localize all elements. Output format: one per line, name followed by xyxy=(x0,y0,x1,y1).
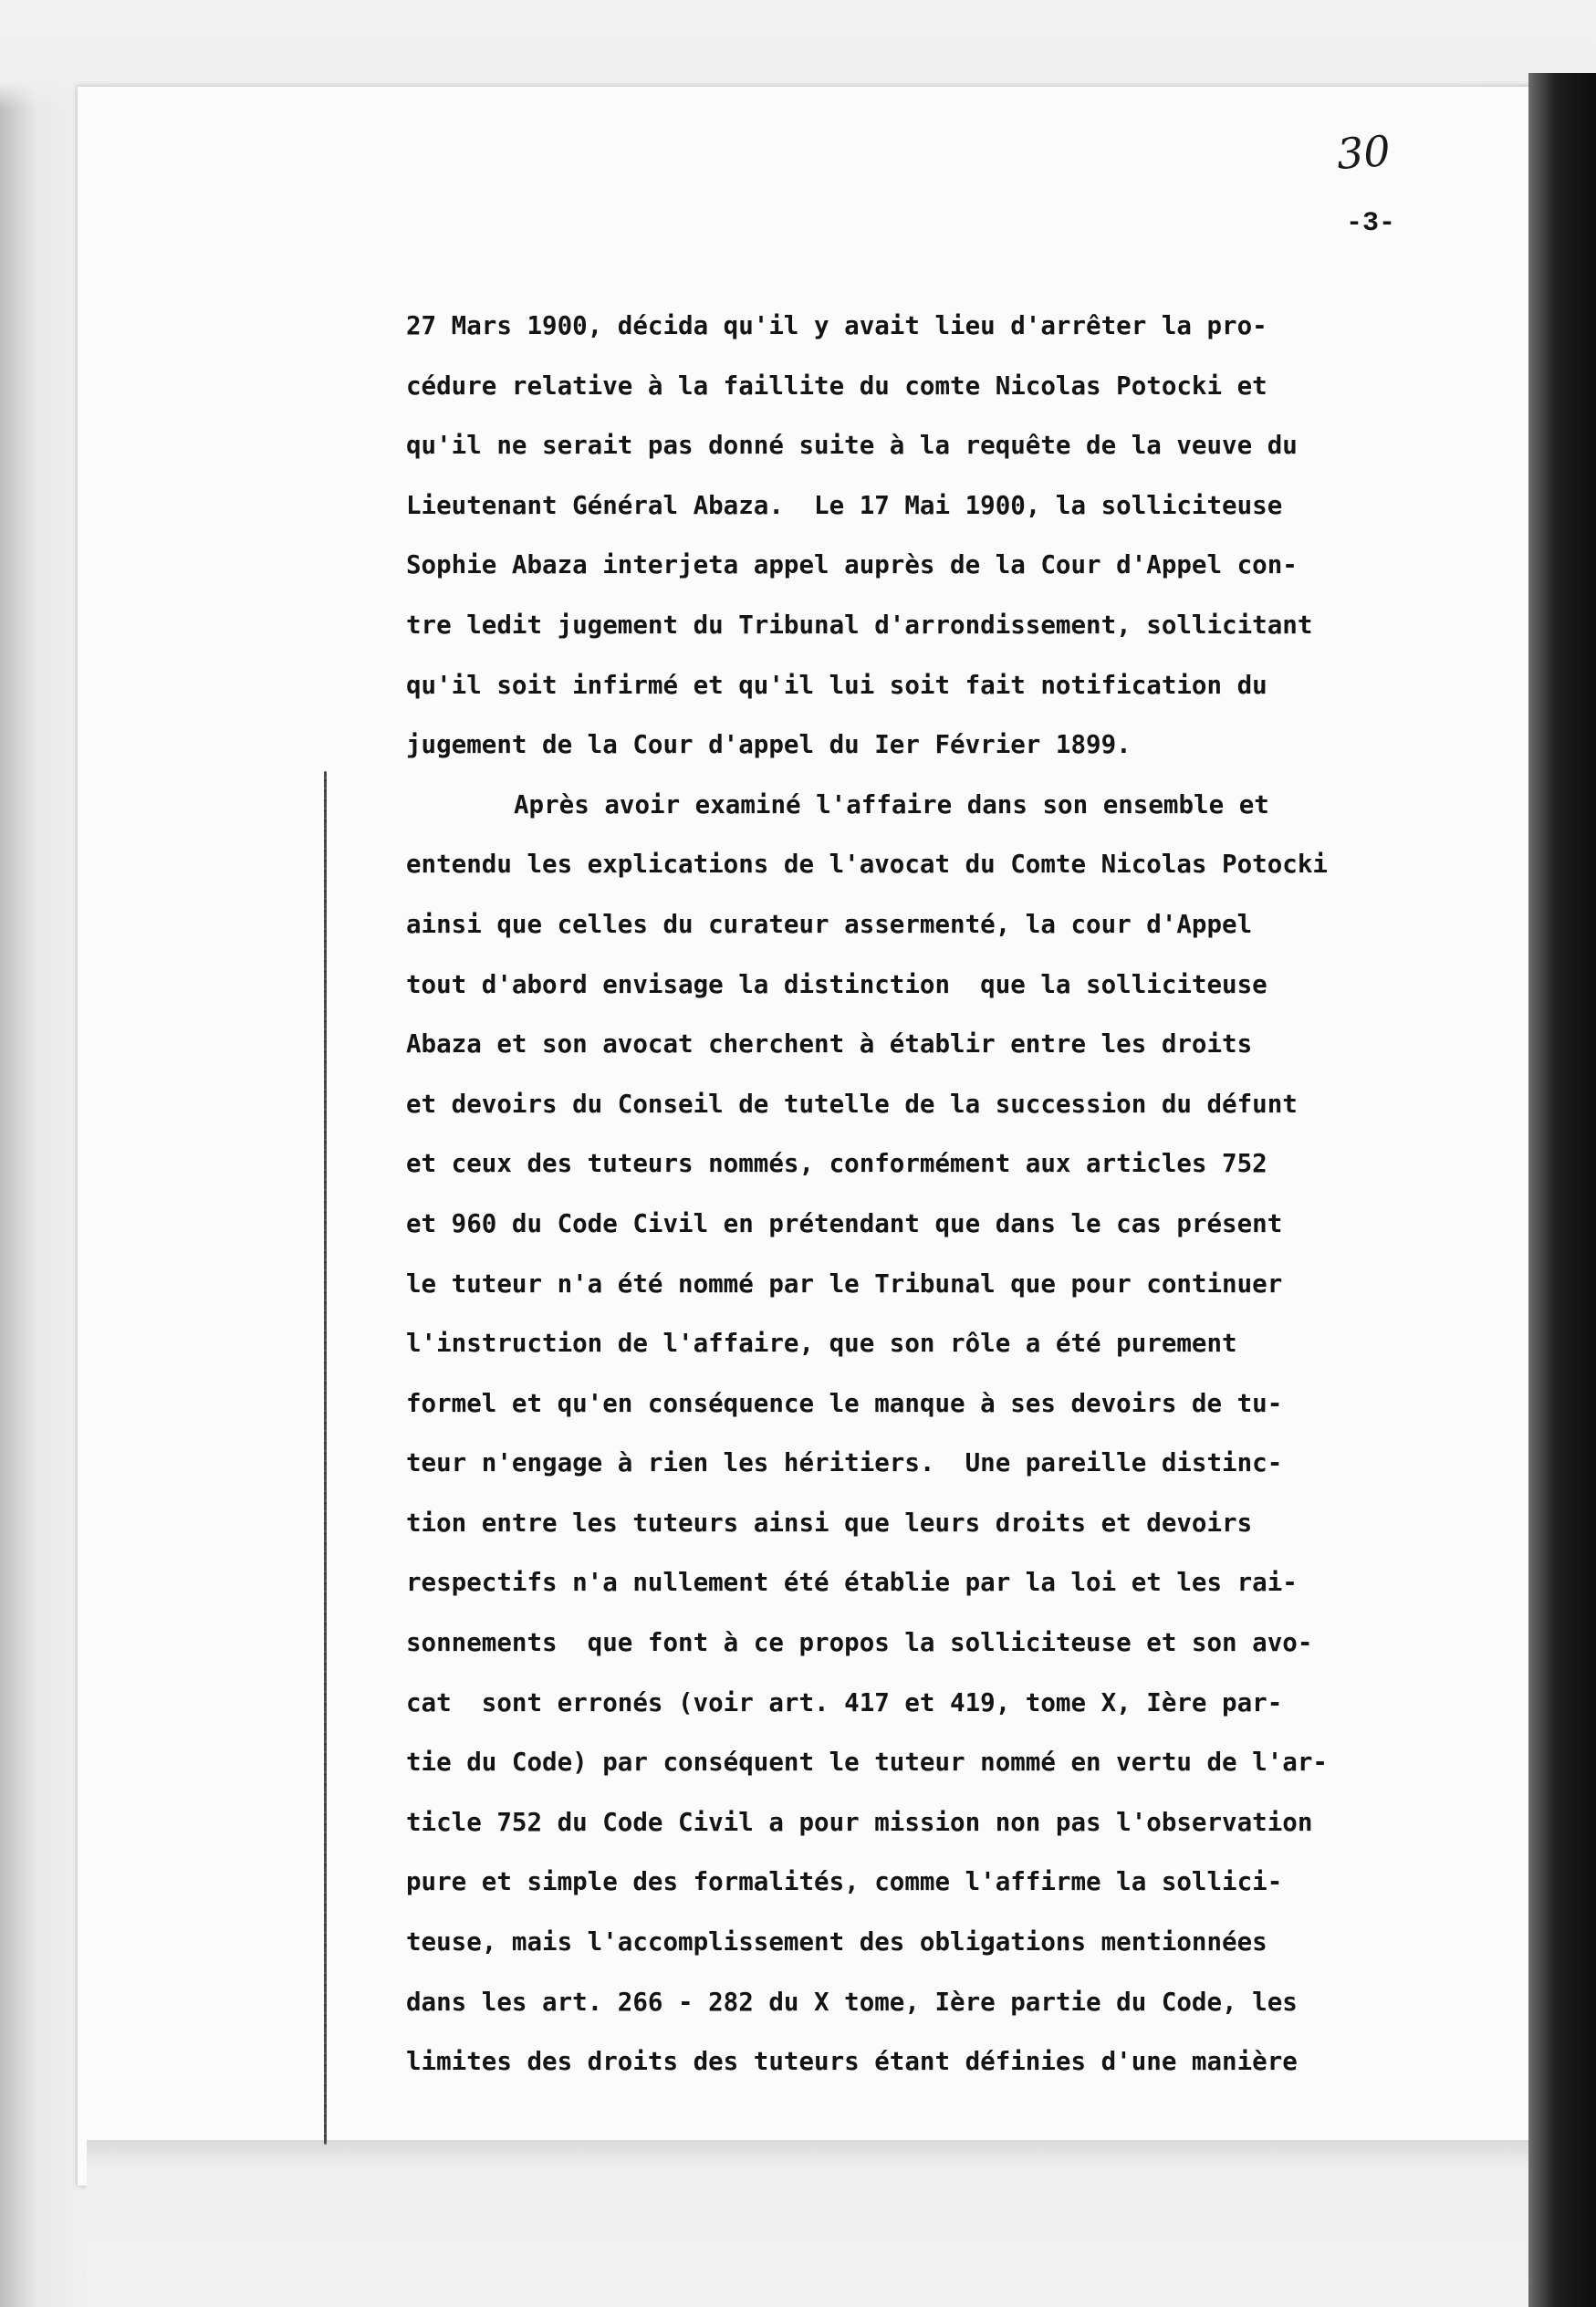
text-line: tion entre les tuteurs ainsi que leurs droits et devoirs xyxy=(406,1508,1253,1538)
text-line: teuse, mais l'accomplissement des obligations mentionnées xyxy=(406,1927,1267,1957)
text-line: jugement de la Cour d'appel du Ier Février 1899. xyxy=(406,730,1132,760)
paragraph-first-line: Après avoir examiné l'affaire dans son ensemble et xyxy=(514,789,1269,819)
text-line: 27 Mars 1900, décida qu'il y avait lieu d'arrêter la pro- xyxy=(406,311,1267,340)
text-line: l'instruction de l'affaire, que son rôle a été purement xyxy=(406,1329,1237,1359)
typed-body-text xyxy=(406,297,1465,2093)
text-line: entendu les explications de l'avocat du Comte Nicolas Potocki xyxy=(406,850,1328,880)
text-line: tie du Code) par conséquent le tuteur nommé en vertu de l'ar- xyxy=(406,1748,1328,1778)
text-line: cédure relative à la faillite du comte Nicolas Potocki et xyxy=(406,371,1267,401)
text-line: Abaza et son avocat cherchent à établir entre les droits xyxy=(406,1029,1253,1060)
handwritten-folio-number: 30 xyxy=(1335,126,1393,179)
text-line: cat sont erronés (voir art. 417 et 419, tome X, Ière par- xyxy=(406,1687,1283,1717)
text-line: et ceux des tuteurs nommés, conformément aux articles 752 xyxy=(406,1149,1267,1179)
page-number: -3- xyxy=(1346,208,1396,239)
scan-dark-edge xyxy=(1528,73,1596,2307)
text-line: tre ledit jugement du Tribunal d'arrondissement, sollicitant xyxy=(406,610,1313,640)
text-line: le tuteur n'a été nommé par le Tribunal que pour continuer xyxy=(406,1268,1283,1299)
text-line: pure et simple des formalités, comme l'affirme la sollici- xyxy=(406,1867,1283,1897)
text-line: formel et qu'en conséquence le manque à ses devoirs de tu- xyxy=(406,1388,1283,1418)
margin-marker-line xyxy=(324,771,327,2145)
text-line: teur n'engage à rien les héritiers. Une pareille distinc- xyxy=(406,1448,1283,1478)
text-line: ainsi que celles du curateur assermenté, la cour d'Appel xyxy=(406,909,1253,939)
text-line: Lieutenant Général Abaza. Le 17 Mai 1900, la solliciteuse xyxy=(406,490,1283,520)
text-line: tout d'abord envisage la distinction que la solliciteuse xyxy=(406,969,1267,999)
text-line: Sophie Abaza interjeta appel auprès de la Cour d'Appel con- xyxy=(406,550,1298,580)
text-line: ticle 752 du Code Civil a pour mission non pas l'observation xyxy=(406,1807,1313,1837)
text-line: limites des droits des tuteurs étant définies d'une manière xyxy=(406,2047,1298,2077)
text-line: et 960 du Code Civil en prétendant que dans le cas présent xyxy=(406,1208,1283,1238)
text-line: respectifs n'a nullement été établie par la loi et les rai- xyxy=(406,1568,1298,1598)
text-line: dans les art. 266 - 282 du X tome, Ière partie du Code, les xyxy=(406,1987,1298,2017)
text-line: qu'il ne serait pas donné suite à la requête de la veuve du xyxy=(406,431,1298,461)
text-line: qu'il soit infirmé et qu'il lui soit fait notification du xyxy=(406,670,1267,700)
text-line: sonnements que font à ce propos la solliciteuse et son avo- xyxy=(406,1628,1313,1658)
text-line: et devoirs du Conseil de tutelle de la succession du défunt xyxy=(406,1089,1298,1119)
paper-lower-fold xyxy=(87,2140,1596,2307)
